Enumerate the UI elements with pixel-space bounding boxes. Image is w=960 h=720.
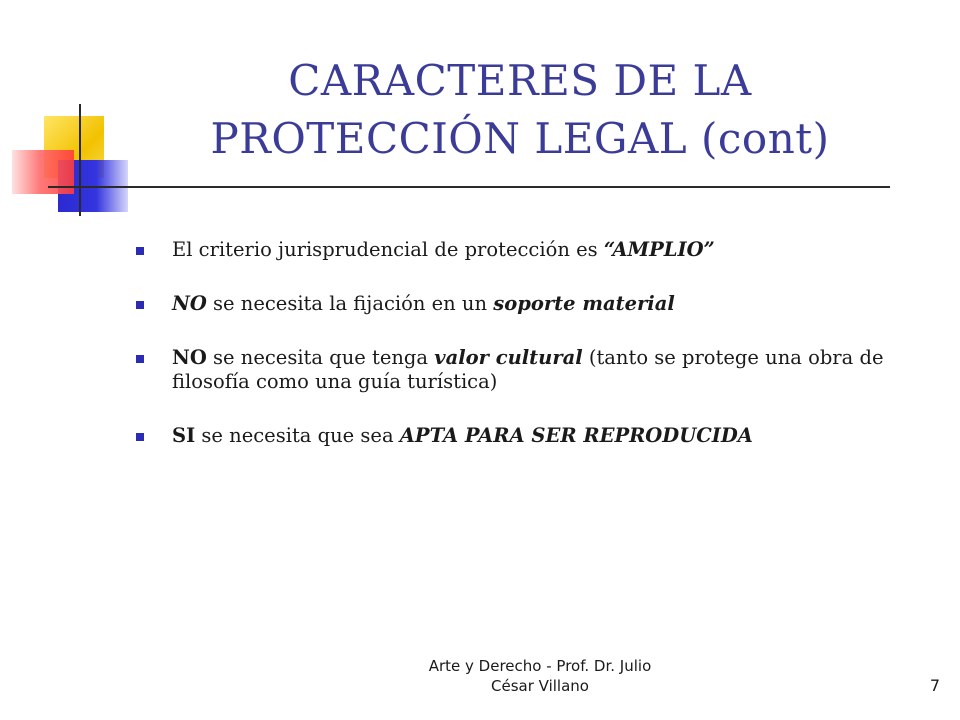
title-line-1: CARACTERES DE LA [288, 56, 752, 105]
bullet-item [134, 238, 924, 262]
footer-line-2: César Villano [491, 677, 589, 695]
bullet-text: se necesita que sea [195, 424, 400, 447]
bullet-emphasis: NO [172, 292, 207, 315]
title-underline-rule [48, 186, 890, 188]
bullet-item [134, 292, 924, 316]
bullet-text: (tanto se protege una obra de filosofía como una guía turística) [172, 346, 884, 393]
bullet-emphasis: “AMPLIO” [603, 238, 715, 261]
bullet-text: se necesita la fijación en un [206, 292, 494, 315]
square-bullet-icon [136, 301, 144, 309]
vertical-rule [79, 104, 81, 216]
bullet-bold: SI [172, 424, 196, 447]
square-bullet-icon [136, 247, 144, 255]
bullet-item [134, 424, 924, 448]
bullet-emphasis: valor cultural [434, 346, 583, 369]
bullet-emphasis: soporte material [493, 292, 675, 315]
bullet-text: se necesita que tenga [206, 346, 435, 369]
square-bullet-icon [136, 433, 144, 441]
bullet-list [134, 238, 924, 478]
bullet-bold: NO [172, 346, 207, 369]
square-bullet-icon [136, 355, 144, 363]
slide-footer [380, 656, 700, 696]
footer-line-1: Arte y Derecho - Prof. Dr. Julio [428, 657, 652, 675]
title-line-2: PROTECCIÓN LEGAL (cont) [210, 114, 830, 163]
page-number: 7 [929, 676, 940, 695]
slide-title [150, 52, 890, 168]
bullet-emphasis: APTA PARA SER REPRODUCIDA [399, 424, 753, 447]
bullet-item [134, 346, 924, 394]
bullet-text: El criterio jurisprudencial de protección es [172, 238, 604, 261]
